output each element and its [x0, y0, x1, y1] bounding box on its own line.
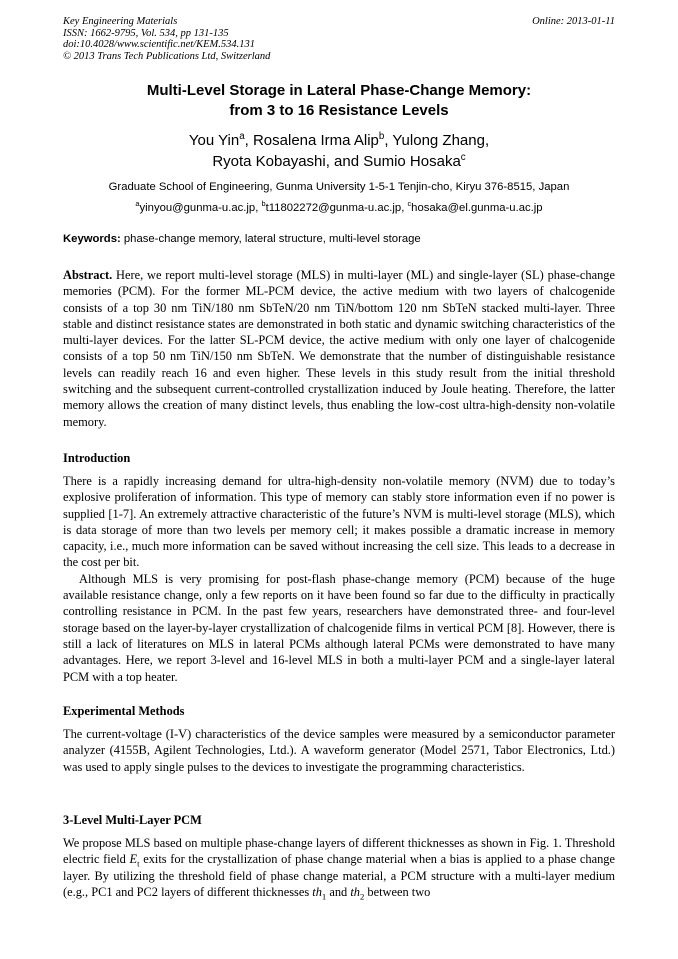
email: yinyou@gunma-u.ac.jp, — [139, 202, 262, 214]
online-date: Online: 2013-01-11 — [532, 16, 615, 27]
symbol-e: E — [129, 852, 138, 867]
section-3-body — [63, 835, 615, 900]
abstract — [63, 267, 615, 430]
methods-heading: Experimental Methods — [63, 704, 185, 718]
keywords — [63, 233, 615, 245]
email: hosaka@el.gunma-u.ac.jp — [411, 202, 543, 214]
author-emails — [0, 198, 678, 219]
introduction-body — [63, 473, 615, 685]
email-mark: a — [135, 199, 140, 209]
keywords-text: phase-change memory, lateral structure, multi-level storage — [120, 233, 421, 245]
journal-header — [63, 16, 270, 62]
author-name: You Yin — [188, 132, 240, 149]
email-mark: c — [407, 199, 412, 209]
methods-paragraph-1: The current-voltage (I-V) characteristics of the device samples were measured by a semiconductor parameter analyzer (4155B, Agilent Technologies, Ltd.). A waveform generator (Model 2571, Tabor Electronics, Ltd.) was used to apply single pulses to the devices to investigate the programming characteristics. — [63, 727, 615, 774]
author-name: , Rosalena Irma Alip — [244, 132, 379, 149]
symbol-subscript: 2 — [359, 891, 365, 902]
author-mark: b — [378, 131, 385, 142]
keywords-label: Keywords: — [63, 233, 121, 245]
paragraph-text: and — [326, 884, 351, 899]
issn-line: ISSN: 1662-9795, Vol. 534, pp 131-135 — [63, 27, 229, 39]
author-name: Ryota Kobayashi, and Sumio Hosaka — [212, 153, 461, 170]
author-line-1 — [0, 130, 678, 151]
affiliation-address: Graduate School of Engineering, Gunma University 1-5-1 Tenjin-cho, Kiryu 376-8515, Japan — [108, 181, 570, 193]
symbol-th: th — [350, 884, 360, 899]
abstract-label: Abstract. — [63, 268, 113, 282]
symbol-subscript: 1 — [321, 891, 327, 902]
paragraph-text: exits for the crystallization of phase change material when a bias is applied to a phase change layer. By utilizing the threshold field of phase change material, a PCM structure with a multi-layer medium (e.g., PC1 and PC2 layers of different thicknesses — [63, 852, 615, 899]
email: t11802272@gunma-u.ac.jp, — [265, 202, 408, 214]
author-list — [0, 130, 678, 172]
doi-line: doi:10.4028/www.scientific.net/KEM.534.131 — [63, 39, 255, 50]
journal-name: Key Engineering Materials — [63, 16, 178, 27]
copyright-line: © 2013 Trans Tech Publications Ltd, Switzerland — [63, 50, 271, 62]
section-3-heading: 3-Level Multi-Layer PCM — [63, 813, 202, 827]
introduction-paragraph-2: Although MLS is very promising for post-flash phase-change memory (PCM) because of the huge available resistance change, only a few reports on it have been found so far due to the difficulty in practically controlling resistance in PCM. In the past few years, researchers have demonstrated three- and four-level storage based on the layer-by-layer crystallization of chalcogenide films in vertical PCM [8]. However, there is still a lack of literatures on MLS in lateral PCMs although lateral PCMs were demonstrated to have many advantages. Here, we report 3-level and 16-level MLS in both a multi-layer PCM and a single-layer lateral PCM with a top heater. — [63, 571, 615, 684]
affiliation — [0, 177, 678, 219]
title-line-1: Multi-Level Storage in Lateral Phase-Change Memory: — [146, 82, 532, 99]
abstract-text: Here, we report multi-level storage (MLS) in multi-layer (ML) and single-layer (SL) phase-change memories (PCM). For the former ML-PCM device, the active medium with two layers of chalcogenide consists of a top 30 nm TiN/180 nm SbTeN/20 nm TiN/bottom 120 nm SbTeN stacked multi-layer. Three stable and distinct resistance states are demonstrated in both static and dynamic switching characteristics of the multi-layer devices. For the latter SL-PCM device, the active medium with only one layer of chalcogenide consists of a top 50 nm TiN/150 nm SbTeN. We demonstrate that the number of distinguishable resistance levels can readily reach 16 and even higher. These levels in this study result from the initial threshold switching and the subsequent current-controlled crystallization induced by Joule heating. Therefore, the latter memory allows the creation of many distinct levels, thus enabling the low-cost ultra-high-density non-volatile memory. — [63, 268, 615, 429]
author-mark: c — [460, 152, 466, 163]
symbol-th: th — [312, 884, 322, 899]
paragraph-text: between two — [364, 884, 431, 899]
methods-body — [63, 726, 615, 775]
author-line-2 — [0, 151, 678, 172]
title-line-2: from 3 to 16 Resistance Levels — [229, 102, 449, 119]
section-3-paragraph-1 — [63, 835, 615, 900]
email-mark: b — [261, 199, 266, 209]
author-mark: a — [239, 131, 245, 142]
introduction-heading: Introduction — [63, 451, 131, 465]
introduction-paragraph-1: There is a rapidly increasing demand for ultra-high-density non-volatile memory (NVM) due to today’s explosive proliferation of information. This type of memory can stably store information even if no power is supplied [1-7]. An extremely attractive characteristic of the future’s NVM is multi-level storage (MLS), which is data storage of more than two levels per memory cell; it makes possible a dramatic increase in memory capacity, i.e., much more information can be saved without increasing the cell size. This leads to a decrease in the cost per bit. — [63, 474, 615, 570]
paper-title — [0, 81, 678, 121]
author-name: , Yulong Zhang, — [384, 132, 490, 149]
symbol-subscript: t — [137, 858, 140, 869]
paragraph-text: We propose MLS based on multiple phase-change layers of different thicknesses as shown in Fig. 1. Threshold electric field — [63, 836, 615, 867]
